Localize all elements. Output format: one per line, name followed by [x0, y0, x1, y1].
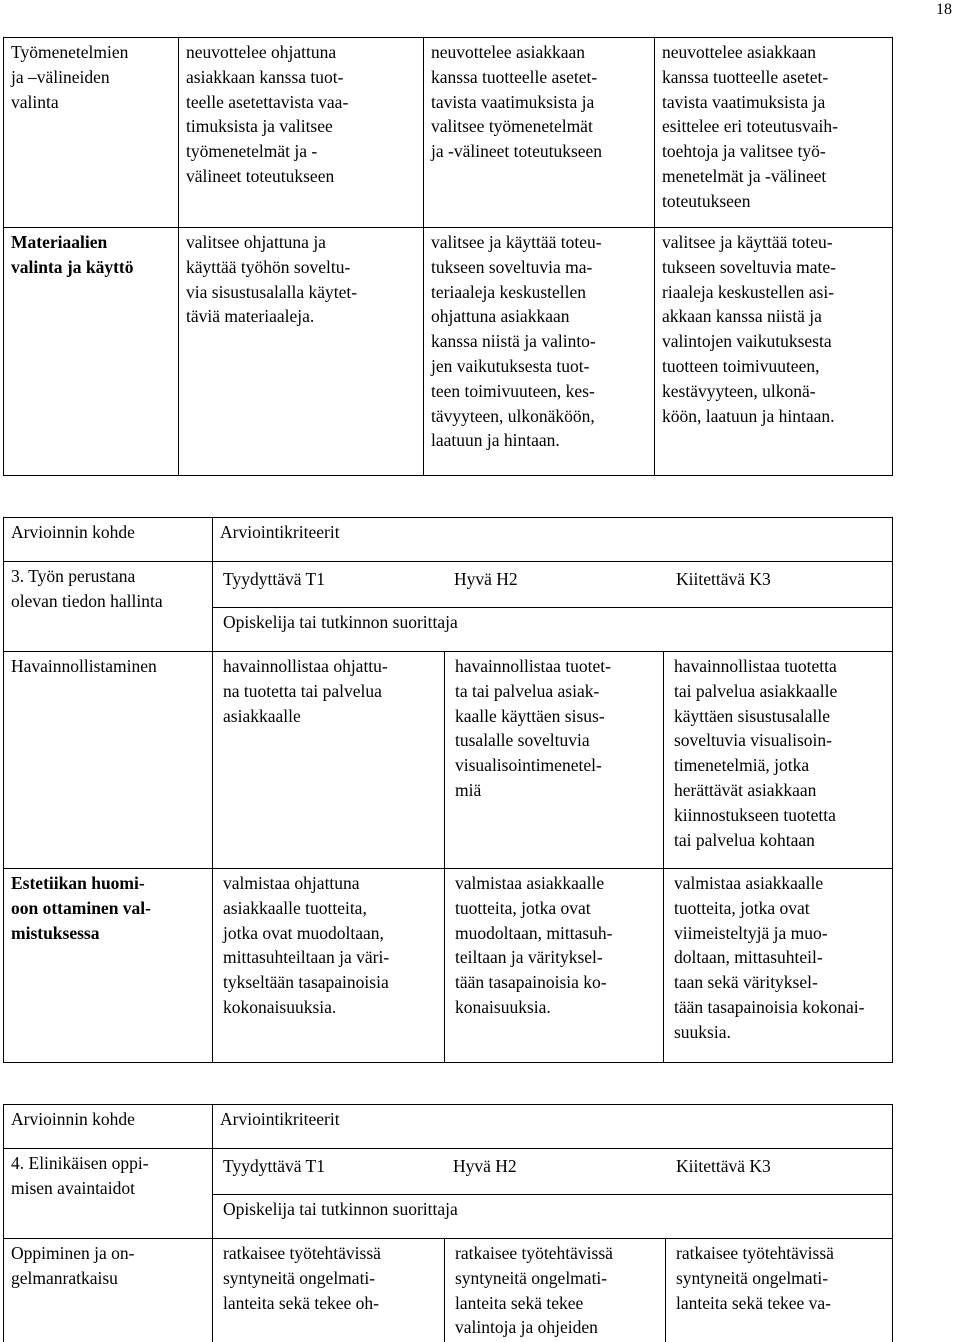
t1-cell: havainnollistaa ohjattu- na tuotetta tai palvelua asiakkaalle — [213, 652, 445, 869]
actor-cell: Opiskelija tai tutkinnon suorittaja — [213, 608, 893, 652]
h2-cell: ratkaisee työtehtävissä syntyneitä ongelmati- lanteita sekä tekee valintoja ja ohjeiden — [445, 1239, 666, 1342]
criterion-cell: Estetiikan huomi- oon ottaminen val- mistuksessa — [4, 869, 213, 1063]
k3-text: valmistaa asiakkaalle tuotteita, jotka ovat viimeisteltyjä ja muo- doltaan, mittasuhteil- taan sekä värityksel- tään tasapainoisia kokonai- suuksia. — [674, 873, 865, 1042]
t1-cell: valitsee ohjattuna ja käyttää työhön soveltu- via sisustusalalla käytet- täviä materiaaleja. — [179, 228, 424, 476]
level-h2: Hyvä H2 — [454, 569, 518, 589]
level-t1: Tyydyttävä T1 — [223, 569, 325, 589]
header-object-cell: Arvioinnin kohde — [4, 518, 213, 562]
header-criteria-cell: Arviointikriteerit — [213, 518, 893, 562]
header-criteria-cell: Arviointikriteerit — [213, 1105, 893, 1149]
level-t1: Tyydyttävä T1 — [223, 1156, 325, 1176]
level-h2: Hyvä H2 — [453, 1156, 517, 1176]
header-object-cell: Arvioinnin kohde — [4, 1105, 213, 1149]
criterion-cell: Materiaalien valinta ja käyttö — [4, 228, 179, 476]
k3-cell — [664, 869, 893, 1063]
k3-cell: ratkaisee työtehtävissä syntyneitä ongelmati- lanteita sekä tekee va- — [666, 1239, 893, 1342]
section-title-cell: 4. Elinikäisen oppi- misen avaintaidot — [4, 1149, 213, 1239]
levels-cell — [213, 1149, 893, 1195]
t1-cell: valmistaa ohjattuna asiakkaalle tuotteita, jotka ovat muodoltaan, mittasuhteiltaan ja väri- tykseltään tasapainoisia kokonaisuuksia. — [213, 869, 445, 1063]
h2-cell: havainnollistaa tuotet- ta tai palvelua asiak- kaalle käyttäen sisus- tusalalle soveltuvia visualisointimenetel- miä — [445, 652, 664, 869]
criterion-cell: Työmenetelmien ja –välineiden valinta — [4, 38, 179, 228]
criterion-cell: Havainnollistaminen — [4, 652, 213, 869]
k3-cell: havainnollistaa tuotetta tai palvelua asiakkaalle käyttäen sisustusalalle soveltuvia visualisoin- timenetelmiä, jotka herättävät asiakkaan kiinnostukseen tuotetta tai palvelua kohtaan — [664, 652, 893, 869]
criterion-cell: Oppiminen ja on- gelmanratkaisu — [4, 1239, 213, 1342]
levels-cell — [213, 562, 893, 608]
assessment-table-1 — [3, 37, 893, 476]
section-title-cell: 3. Työn perustana olevan tiedon hallinta — [4, 562, 213, 652]
level-k3: Kiitettävä K3 — [676, 569, 771, 589]
t1-cell: neuvottelee ohjattuna asiakkaan kanssa tuot- teelle asetettavista vaa- timuksista ja valitsee työmenetelmät ja - välineet toteutukseen — [179, 38, 424, 228]
page-number: 18 — [936, 1, 952, 18]
k3-cell: valitsee ja käyttää toteu- tukseen soveltuvia mate- riaaleja keskustellen asi- akkaan kanssa niistä ja valintojen vaikutuksesta tuotteen toimivuuteen, kestävyyteen, ulkonä- köön, laatuun ja hintaan. — [655, 228, 893, 476]
h2-cell: valitsee ja käyttää toteu- tukseen soveltuvia ma- teriaaleja keskustellen ohjattuna asiakkaan kanssa niistä ja valinto- jen vaikutuksesta tuot- teen toimivuuteen, kes- tävyyteen, ulkonäköön, laatuun ja hintaan. — [424, 228, 655, 476]
k3-cell: neuvottelee asiakkaan kanssa tuotteelle asetet- tavista vaatimuksista ja esittelee eri toteutusvaih- toehtoja ja valitsee työ- menetelmät ja -välineet toteutukseen — [655, 38, 893, 228]
actor-cell: Opiskelija tai tutkinnon suorittaja — [213, 1195, 893, 1239]
t1-cell: ratkaisee työtehtävissä syntyneitä ongelmati- lanteita sekä tekee oh- — [213, 1239, 445, 1342]
h2-cell: valmistaa asiakkaalle tuotteita, jotka ovat muodoltaan, mittasuh- teiltaan ja värityksel- tään tasapainoisia ko- konaisuuksia. — [445, 869, 664, 1063]
level-k3: Kiitettävä K3 — [676, 1156, 771, 1176]
h2-cell: neuvottelee asiakkaan kanssa tuotteelle asetet- tavista vaatimuksista ja valitsee työmenetelmät ja -välineet toteutukseen — [424, 38, 655, 228]
assessment-table-3 — [3, 1104, 893, 1342]
assessment-table-2 — [3, 517, 893, 1063]
